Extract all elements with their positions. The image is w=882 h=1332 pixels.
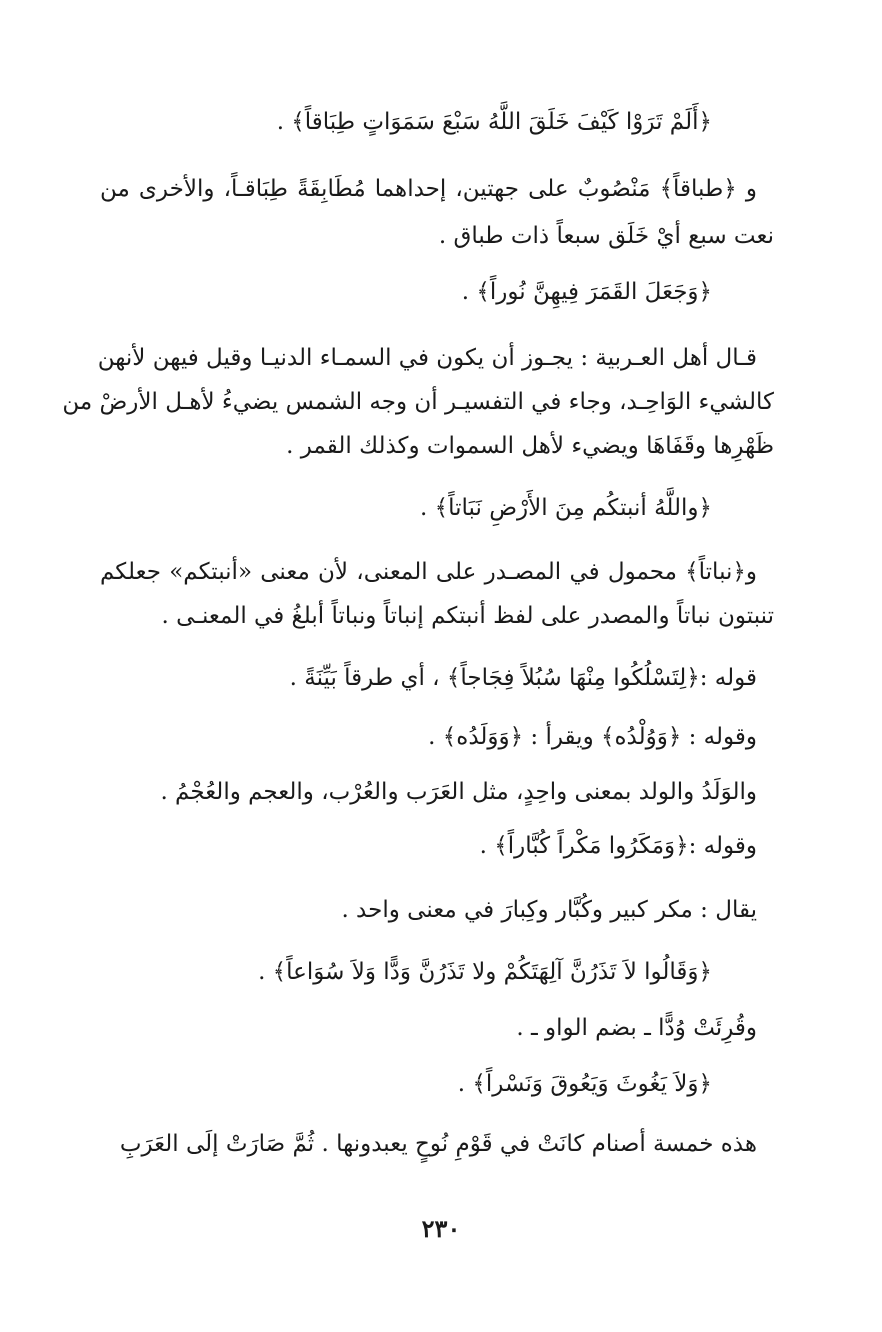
quran-verse-line: ﴿أَلَمْ تَرَوْا كَيْفَ خَلَقَ اللَّهُ سَبْعَ سَمَوَاتٍ طِبَاقاً﴾ . [276,109,712,135]
text-line: و﴿نباتاً﴾ محمول في المصـدر على المعنى، لأن معنى «أنبتكم» جعلكم [100,559,757,585]
text-line: وقُرِئَتْ وُدًّا ـ بضم الواو ـ . [516,1015,757,1041]
text-line: قوله :﴿لِتَسْلُكُوا مِنْهَا سُبُلاً فِجَاجاً﴾ ، أي طرقاً بَيِّنَةً . [289,665,757,691]
text-line: نعت سبع أيْ خَلَق سبعاً ذات طباق . [438,223,774,249]
quran-verse-line: ﴿واللَّهُ أنبتكُم مِنَ الأَرْضِ نَبَاتاً﴾ . [420,495,712,521]
text-line: وقوله : ﴿وَوُلْدُه﴾ ويقرأ : ﴿وَوَلَدُه﴾ . [428,724,757,750]
text-line: و ﴿طباقاً﴾ مَنْصُوبٌ على جهتين، إحداهما مُطَابِقَةً طِبَاقـاً، والأخرى من [100,176,757,202]
text-line: يقال : مكر كبير وكُبَّار وكِبارَ في معنى واحد . [341,897,757,923]
text-line: قـال أهل العـربية : يجـوز أن يكون في السمـاء الدنيـا وقيل فيهن لأنهن [97,345,757,371]
quran-verse-line: ﴿وَلاَ يَغُوثَ وَيَعُوقَ وَنَسْراً﴾ . [457,1071,712,1097]
text-line: هذه خمسة أصنام كانَتْ في قَوْمِ نُوحٍ يعبدونها . ثُمَّ صَارَتْ إلَى العَرَبِ [119,1131,757,1157]
text-line: وقوله :﴿وَمَكَرُوا مَكْراً كُبَّاراً﴾ . [479,833,757,859]
quran-verse-line: ﴿وَقَالُوا لاَ تَذَرُنَّ آلِهَتَكُمْ ولا تَذَرُنَّ وَدًّا وَلاَ سُوَاعاً﴾ . [258,959,712,985]
text-line: تنبتون نباتاً والمصدر على لفظ أنبتكم إنباتاً ونباتاً أبلغُ في المعنـى . [161,603,774,629]
quran-verse-line: ﴿وَجَعَلَ القَمَرَ فِيهِنَّ نُوراً﴾ . [461,279,712,305]
text-line: كالشيء الوَاحِـد، وجاء في التفسيـر أن وجه الشمس يضيءُ لأهـل الأرضْ من [62,389,774,415]
text-line: ظَهْرِها وقَفَاهَا ويضيء لأهل السموات وكذلك القمر . [286,433,774,459]
text-line: والوَلَدُ والولد بمعنى واحِدٍ، مثل العَرَب والعُرْب، والعجم والعُجْمُ . [160,779,757,805]
page-number: ٢٣٠ [421,1214,461,1243]
